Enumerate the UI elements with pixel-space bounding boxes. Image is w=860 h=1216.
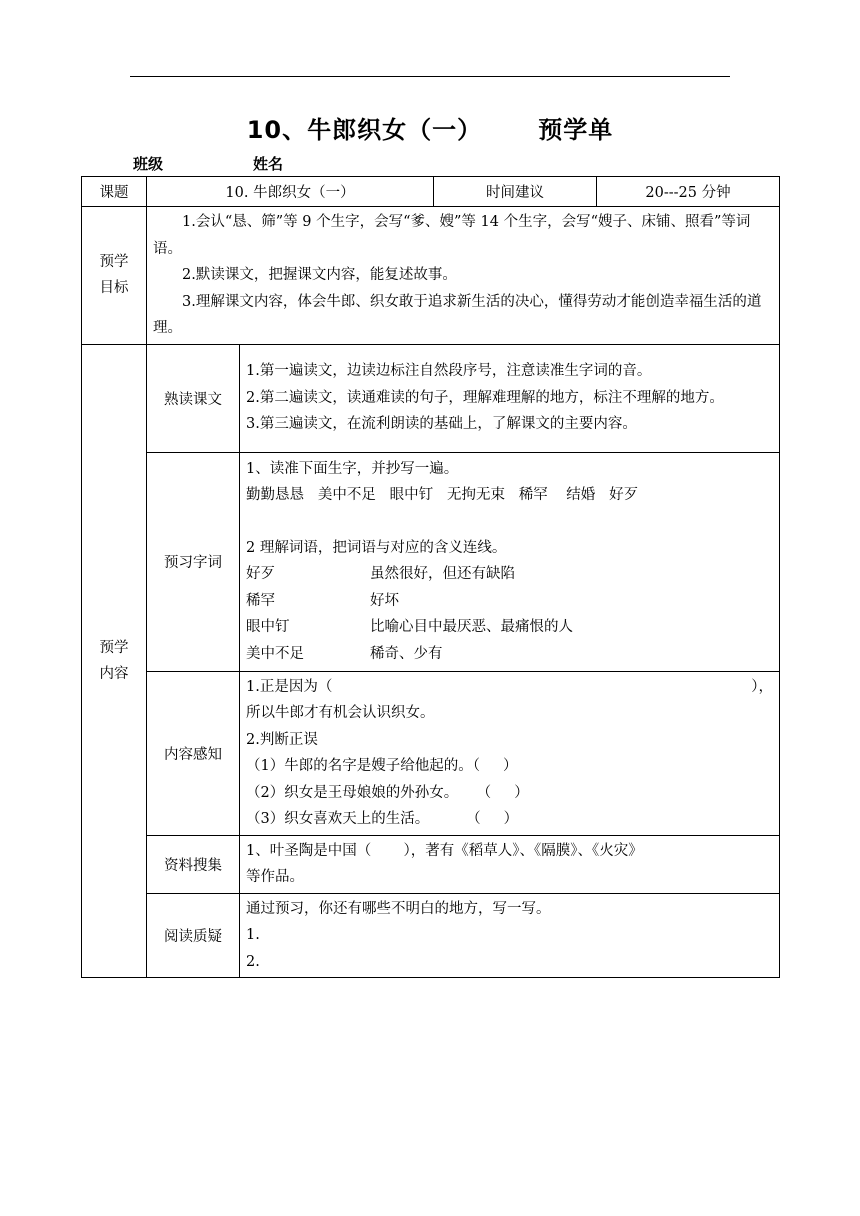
content-label-line1: 预学: [99, 639, 129, 656]
content-label: [82, 344, 147, 978]
goals-body: [147, 207, 780, 345]
pair-word: 稀罕: [246, 592, 275, 609]
judgement-item: （1）牛郎的名字是嫂子给他起的。（ ）: [246, 758, 518, 774]
materials-line: 1、叶圣陶是中国（ ），著有《稻草人》、《隔膜》、《火灾》: [246, 842, 643, 859]
comprehension-row: [82, 671, 780, 835]
topic-row: [82, 177, 780, 207]
words-task2: 2 理解词语，把词语与对应的含义连线。: [246, 539, 507, 556]
questions-label: 阅读质疑: [147, 893, 240, 978]
judgement-item: （3）织女喜欢天上的生活。 （ ）: [246, 811, 519, 827]
pair-word: 眼中钉: [246, 619, 290, 636]
goal-item: 2.默读课文，把握课文内容，能复述故事。: [182, 267, 457, 283]
word-meaning-pair: [246, 561, 773, 588]
words-row: [82, 452, 780, 671]
topic-label: 课题: [82, 177, 147, 207]
reading-item: 2.第二遍读文，读通难读的句子，理解难理解的地方，标注不理解的地方。: [246, 389, 724, 406]
page-title: 10、牛郎织女（一） 预学单: [246, 116, 614, 144]
pair-meaning: 稀奇、少有: [370, 645, 443, 662]
goal-item: 3.理解课文内容，体会牛郎、织女敢于追求新生活的决心，懂得劳动才能创造幸福生活的道理。: [153, 293, 762, 336]
word-meaning-pair: [246, 614, 773, 641]
materials-label: 资料搜集: [147, 835, 240, 893]
time-label: 时间建议: [434, 177, 597, 207]
q1-end: ），: [751, 678, 774, 695]
word-meaning-pair: [246, 588, 773, 615]
comprehension-label: 内容感知: [147, 671, 240, 835]
words-task1: 1、读准下面生字，并抄写一遍。: [246, 460, 459, 477]
comprehension-body: [240, 671, 780, 835]
question-2: 2.判断正误: [246, 731, 318, 748]
blank-line: [246, 509, 773, 535]
reading-item: 1.第一遍读文，边读边标注自然段序号，注意读准生字词的音。: [246, 363, 652, 380]
question-1: [246, 674, 773, 701]
pair-word: 美中不足: [246, 645, 304, 662]
topic-value: 10. 牛郎织女（一）: [147, 177, 434, 207]
questions-body: [240, 893, 780, 978]
question-line: 1.: [246, 927, 260, 943]
name-label: 姓名: [253, 155, 284, 173]
materials-row: [82, 835, 780, 893]
words-label: 预习字词: [147, 452, 240, 671]
goals-row: [82, 207, 780, 345]
pair-word: 好歹: [246, 566, 275, 583]
pair-meaning: 虽然很好，但还有缺陷: [370, 566, 515, 583]
questions-prompt: 通过预习，你还有哪些不明白的地方，写一写。: [246, 900, 551, 917]
goals-label-line1: 预学: [99, 254, 129, 271]
materials-body: [240, 835, 780, 893]
q1-start: 1.正是因为（: [246, 678, 333, 695]
time-value: 20---25 分钟: [597, 177, 780, 207]
goals-label: [82, 207, 147, 345]
worksheet-table: [81, 176, 780, 978]
top-rule: [130, 76, 730, 77]
goals-label-line2: 目标: [99, 280, 129, 297]
question-line: 2.: [246, 953, 260, 970]
goal-item: 1.会认“恳、筛”等 9 个生字，会写“爹、嫂”等 14 个生字，会写“嫂子、床铺、照看”等词语。: [153, 214, 751, 257]
word-meaning-pair: [246, 641, 773, 668]
materials-line: 等作品。: [246, 869, 304, 885]
words-body: [240, 452, 780, 671]
reading-label: 熟读课文: [147, 344, 240, 452]
judgement-item: （2）织女是王母娘娘的外孙女。 （ ）: [246, 784, 529, 801]
content-label-line2: 内容: [99, 665, 129, 682]
q1-continuation: 所以牛郎才有机会认识织女。: [246, 705, 435, 721]
class-label: 班级: [133, 155, 164, 173]
pair-meaning: 好坏: [370, 592, 399, 609]
reading-item: 3.第三遍读文，在流利朗读的基础上，了解课文的主要内容。: [246, 416, 637, 433]
words-line: 勤勤恳恳 美中不足 眼中钉 无拘无束 稀罕 结婚 好歹: [246, 487, 639, 504]
pair-meaning: 比喻心目中最厌恶、最痛恨的人: [370, 619, 573, 636]
reading-body: [240, 344, 780, 452]
reading-row: [82, 344, 780, 452]
questions-row: [82, 893, 780, 978]
